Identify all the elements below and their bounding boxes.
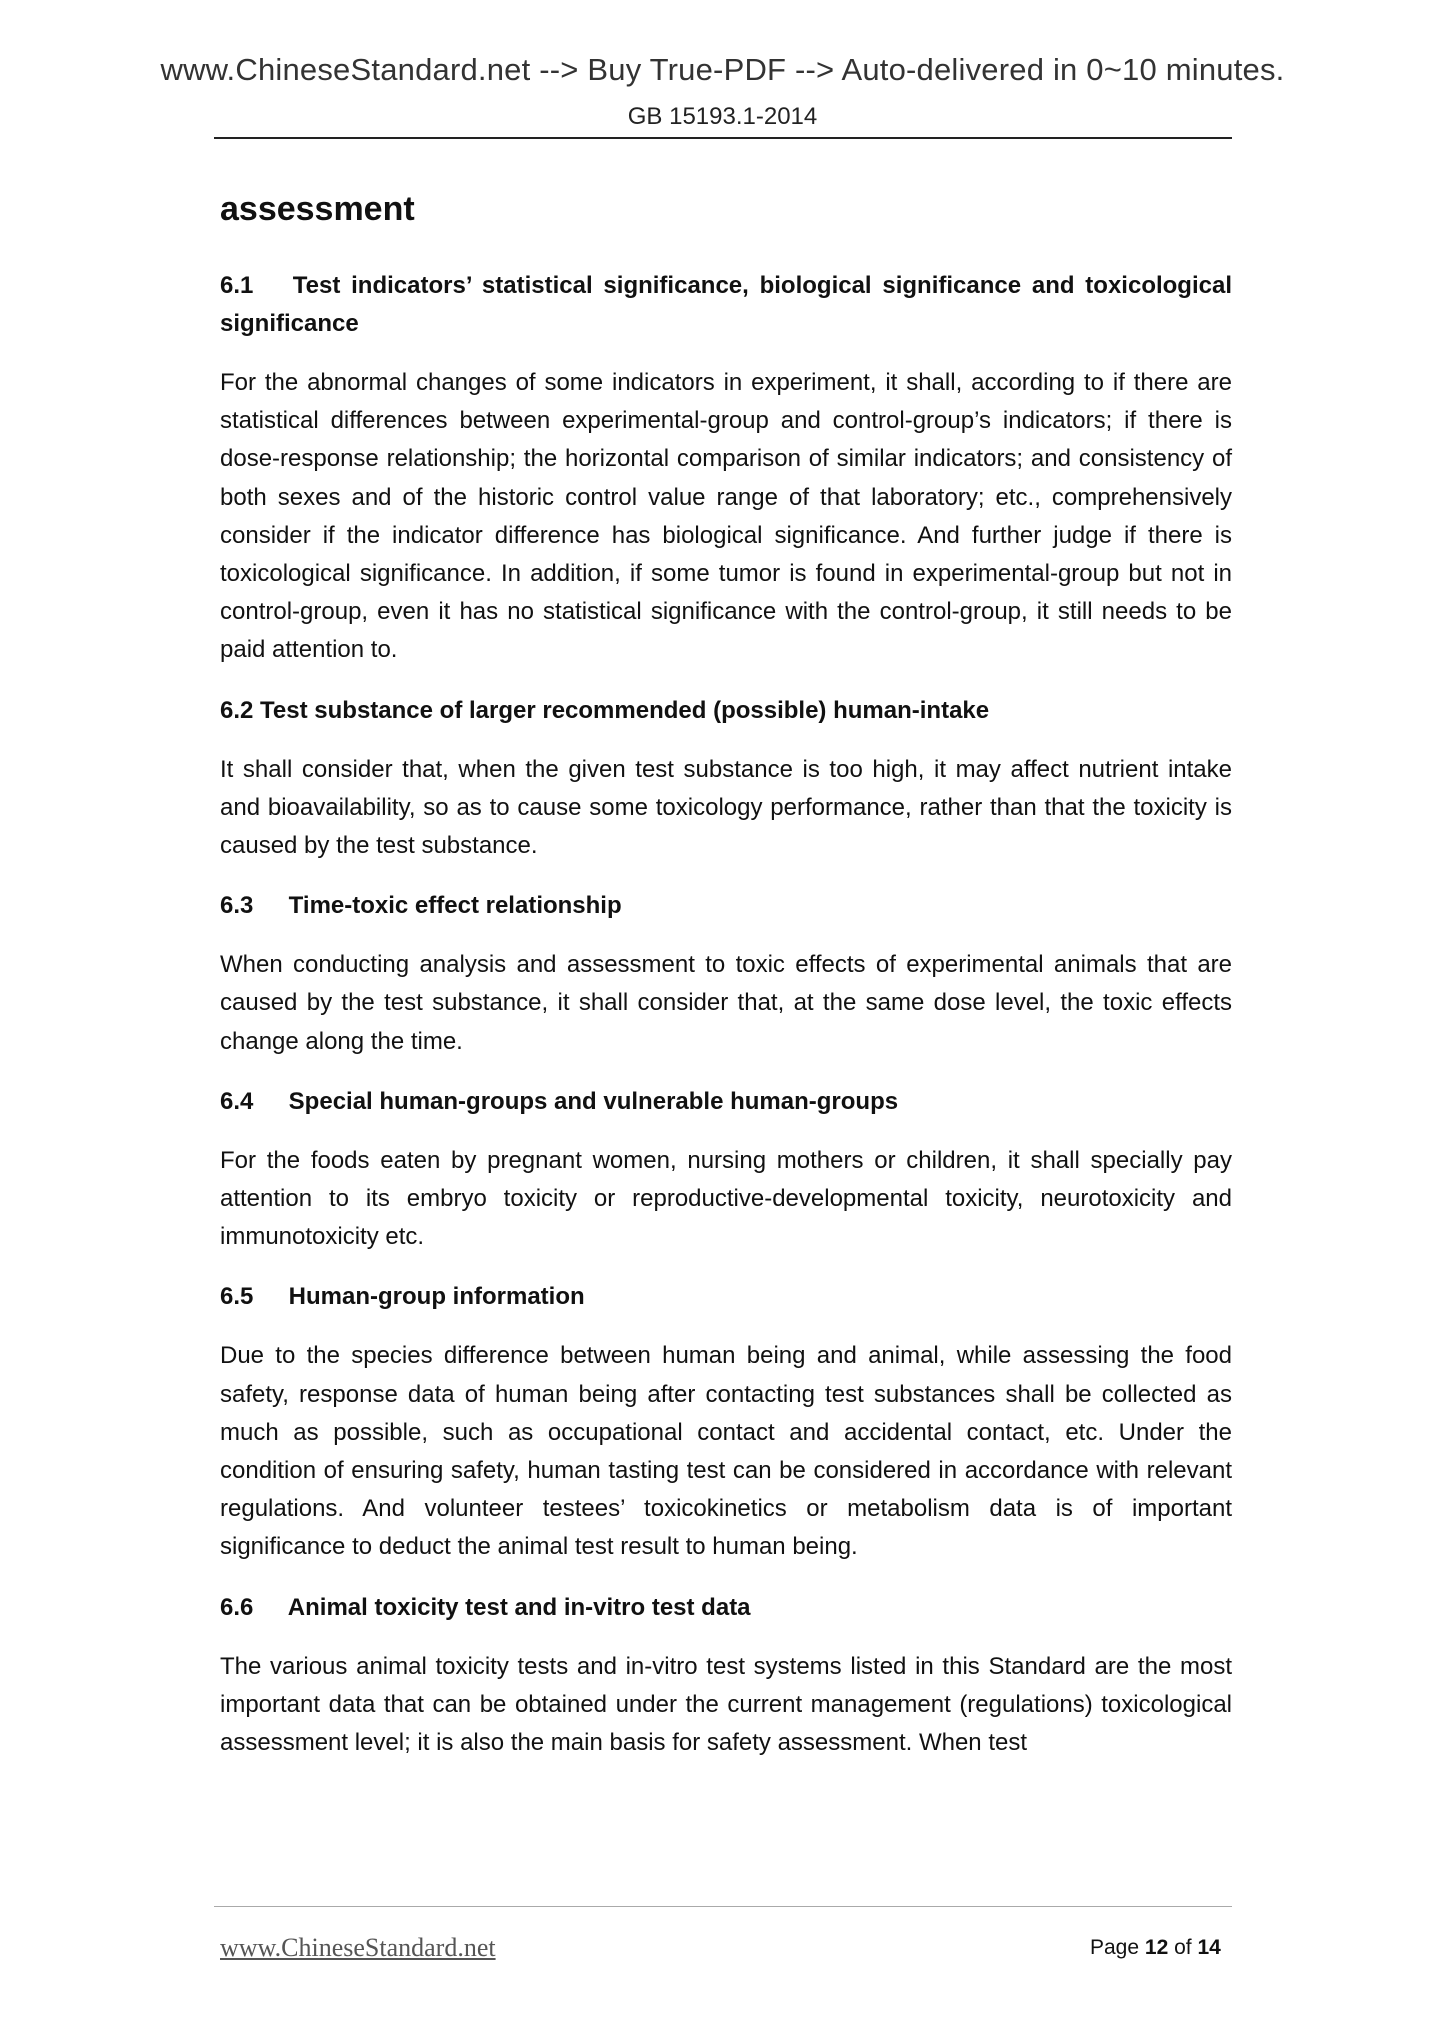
section-title: Time-toxic effect relationship xyxy=(288,892,622,920)
continued-heading-word: assessment xyxy=(220,190,415,228)
section-heading-6-1 xyxy=(220,267,1232,343)
section-paragraph: For the foods eaten by pregnant women, nursing mothers or children, it shall specially pay attention to its embryo toxicity or reproductive-developmental toxicity, neurotoxicity and immunotoxicity etc. xyxy=(220,1146,1232,1251)
section-paragraph: The various animal toxicity tests and in-vitro test systems listed in this Standard are the most important data that can be obtained under the current management (regulations) toxicological assessment level; it is also the main basis for safety assessment. When test xyxy=(220,1652,1232,1757)
section-paragraph: It shall consider that, when the given test substance is too high, it may affect nutrient intake and bioavailability, so as to cause some toxicology performance, rather than that the toxicity is caused by the test substance. xyxy=(220,755,1232,860)
standard-code: GB 15193.1-2014 xyxy=(627,103,818,130)
section-heading-6-6 xyxy=(220,1589,1232,1627)
page-indicator xyxy=(1090,1936,1221,1960)
footer-divider xyxy=(214,1906,1232,1907)
site-banner[interactable]: www.ChineseStandard.net --> Buy True-PDF --> Auto-delivered in 0~10 minutes. xyxy=(160,52,1285,87)
footer-site-link[interactable]: www.ChineseStandard.net xyxy=(220,1933,496,1962)
section-heading-6-5 xyxy=(220,1278,1232,1316)
section-number: 6.4 xyxy=(220,1087,254,1115)
section-number: 6.6 xyxy=(220,1593,254,1621)
page-number: 12 xyxy=(1144,1936,1169,1959)
section-heading-6-4 xyxy=(220,1083,1232,1121)
page-word: Page xyxy=(1090,1936,1140,1959)
section-number: 6.2 xyxy=(220,696,254,724)
section-title: Test substance of larger recommended (possible) human-intake xyxy=(260,696,990,724)
section-paragraph: Due to the species difference between human being and animal, while assessing the food safety, response data of human being after contacting test substances shall be collected as much as possible, such as occupational contact and accidental contact, etc. Under the condition of ensuring safety, human tasting test can be considered in accordance with relevant regulations. And volunteer testees’ toxicokinetics or metabolism data is of important significance to deduct the animal test result to human being. xyxy=(220,1342,1232,1561)
header-divider xyxy=(214,137,1232,139)
section-paragraph: When conducting analysis and assessment to toxic effects of experimental animals that are caused by the test substance, it shall consider that, at the same dose level, the toxic effects change along the time. xyxy=(220,951,1232,1055)
page-total: 14 xyxy=(1197,1936,1221,1959)
section-title: Human-group information xyxy=(288,1283,585,1311)
section-heading-6-3 xyxy=(220,887,1232,925)
of-word: of xyxy=(1174,1936,1192,1959)
section-number: 6.1 xyxy=(220,272,254,299)
section-title: Animal toxicity test and in-vitro test data xyxy=(287,1593,751,1621)
section-title: Test indicators’ statistical significance, biological significance and toxicological significance xyxy=(220,272,1232,337)
section-number: 6.5 xyxy=(220,1283,254,1311)
section-paragraph: For the abnormal changes of some indicators in experiment, it shall, according to if there are statistical differences between experimental-group and control-group’s indicators; if there is dose-response relationship; the horizontal comparison of similar indicators; and consistency of both sexes and of the historic control value range of that laboratory; etc., comprehensively consider if the indicator difference has biological significance. And further judge if there is toxicological significance. In addition, if some tumor is found in experimental-group but not in control-group, even it has no statistical significance with the control-group, it still needs to be paid attention to. xyxy=(220,369,1232,664)
section-heading-6-2 xyxy=(220,692,1232,730)
document-body xyxy=(220,190,1232,1784)
section-number: 6.3 xyxy=(220,892,254,920)
section-title: Special human-groups and vulnerable human-groups xyxy=(288,1087,899,1115)
